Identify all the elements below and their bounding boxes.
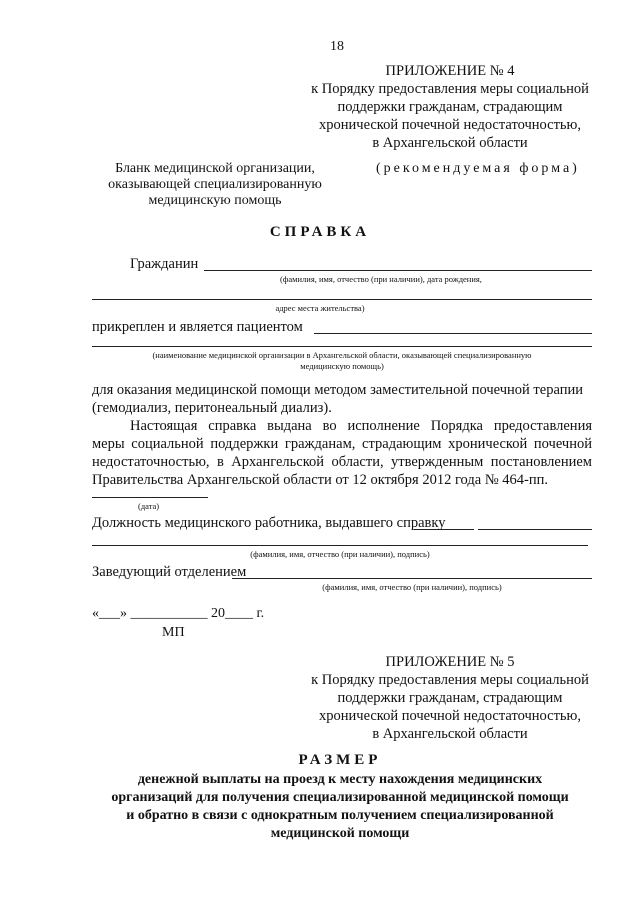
appendix4-line: к Порядку предоставления меры социальной xyxy=(311,81,589,97)
blank-line: медицинскую помощь xyxy=(148,193,282,208)
purpose-text: для оказания медицинской помощи методом заместительной почечной терапии xyxy=(92,382,583,398)
position-line xyxy=(478,529,592,530)
stamp-label: МП xyxy=(162,625,185,640)
appendix5-line: к Порядку предоставления меры социальной xyxy=(311,672,589,688)
basis-text: Настоящая справка выдана во исполнение Порядка предоставления xyxy=(130,418,592,434)
basis-text: недостаточностью, в Архангельской области, утвержденным постановлением xyxy=(92,454,592,470)
certificate-title: СПРАВКА xyxy=(269,224,371,240)
size-line: организаций для получения специализированной медицинской помощи xyxy=(111,790,569,805)
page-number: 18 xyxy=(330,39,344,54)
worker-caption: (фамилия, имя, отчество (при наличии), подпись) xyxy=(250,549,430,559)
blank-line: оказывающей специализированную xyxy=(108,177,322,192)
citizen-line xyxy=(204,270,592,271)
position-line xyxy=(414,529,474,530)
head-label: Заведующий отделением xyxy=(92,564,247,580)
worker-line xyxy=(92,545,588,546)
citizen-label: Гражданин xyxy=(130,256,199,272)
org-caption: (наименование медицинской организации в Архангельской области, оказывающей специализированную xyxy=(152,350,532,360)
purpose-text: (гемодиализ, перитонеальный диализ). xyxy=(92,400,332,416)
basis-text: меры социальной поддержки гражданам, страдающим хронической почечной xyxy=(92,436,592,452)
size-line: и обратно в связи с однократным получением специализированной xyxy=(126,808,554,823)
recommended-form: (рекомендуемая форма) xyxy=(376,161,580,176)
attached-label: прикреплен и является пациентом xyxy=(92,319,303,335)
head-line xyxy=(232,578,592,579)
org-caption: медицинскую помощь) xyxy=(300,361,384,371)
size-title: РАЗМЕР xyxy=(298,752,382,768)
head-caption: (фамилия, имя, отчество (при наличии), подпись) xyxy=(322,582,502,592)
address-caption: адрес места жительства) xyxy=(275,303,365,313)
appendix4-line: в Архангельской области xyxy=(372,135,528,151)
appendix4-line: хронической почечной недостаточностью, xyxy=(319,117,581,133)
appendix5-title: ПРИЛОЖЕНИЕ № 5 xyxy=(385,654,515,670)
appendix5-line: поддержки гражданам, страдающим xyxy=(337,690,563,706)
org-line xyxy=(92,346,592,347)
basis-text: Правительства Архангельской области от 12 октября 2012 года № 464-пп. xyxy=(92,472,549,488)
appendix4-title: ПРИЛОЖЕНИЕ № 4 xyxy=(385,63,515,79)
citizen-caption: (фамилия, имя, отчество (при наличии), дата рождения, xyxy=(280,274,482,284)
attached-line xyxy=(314,333,592,334)
size-line: медицинской помощи xyxy=(270,826,410,841)
appendix4-line: поддержки гражданам, страдающим xyxy=(337,99,563,115)
date-caption: (дата) xyxy=(138,501,160,511)
appendix5-line: в Архангельской области xyxy=(372,726,528,742)
position-label: Должность медицинского работника, выдавшего справку xyxy=(92,515,446,531)
date-line xyxy=(92,497,208,498)
address-line xyxy=(92,299,592,300)
appendix5-line: хронической почечной недостаточностью, xyxy=(319,708,581,724)
date-signature: «___» ___________ 20____ г. xyxy=(92,606,265,621)
blank-line: Бланк медицинской организации, xyxy=(115,161,315,176)
size-line: денежной выплаты на проезд к месту нахождения медицинских xyxy=(137,772,543,787)
